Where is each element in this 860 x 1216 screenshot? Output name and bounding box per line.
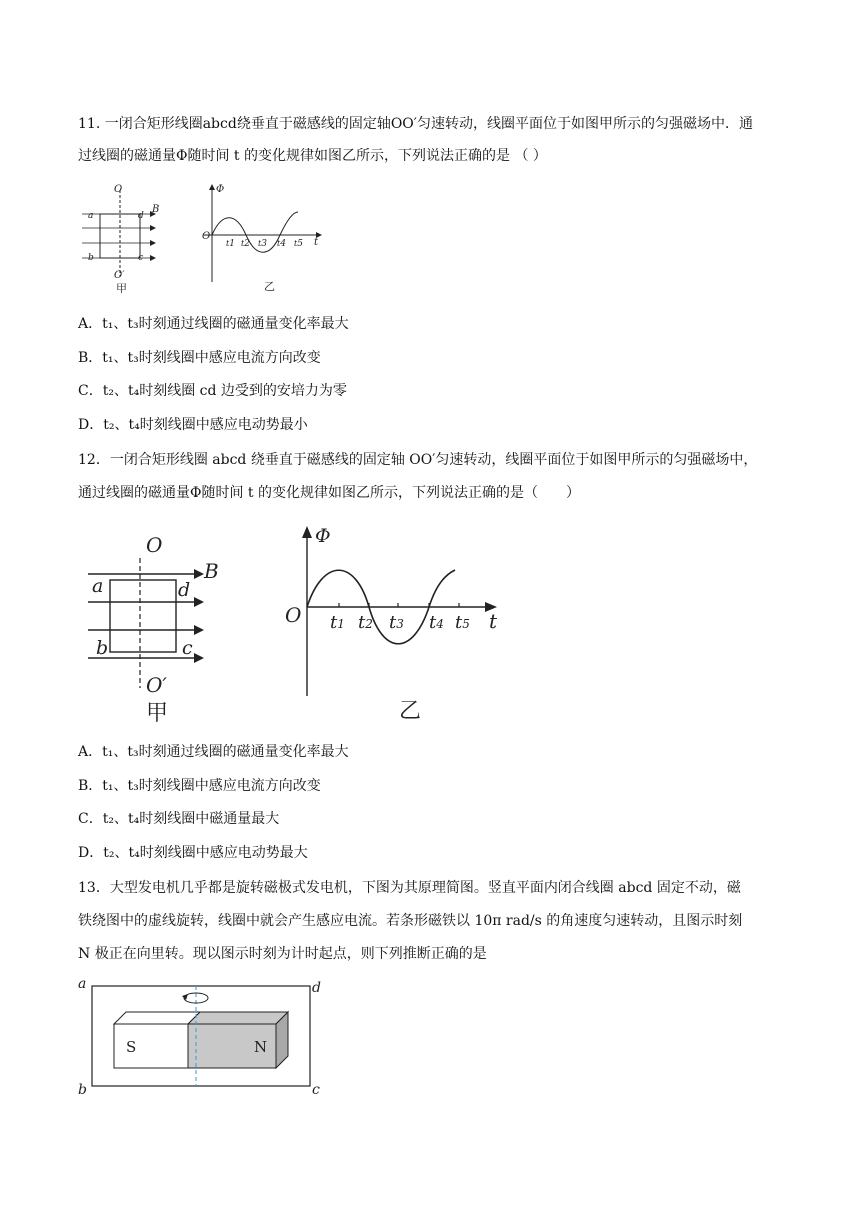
q13-label-b: b	[78, 1082, 87, 1098]
q11-t3: t	[258, 239, 262, 248]
q12-axis-O: O	[146, 533, 163, 557]
q12-option-a: A．t₁、t₃时刻通过线圈的磁通量变化率最大	[78, 744, 349, 760]
q12-line1: 12．一闭合矩形线圈 abcd 绕垂直于磁感线的固定轴 OO′匀速转动，线圈平面位于如图甲所示的匀强磁场中，	[78, 452, 758, 468]
q11-line1: 11. 一闭合矩形线圈abcd绕垂直于磁感线的固定轴OO′匀速转动，线圈平面位于如图甲所示的匀强磁场中．通	[78, 116, 753, 132]
q12-t2: t	[358, 612, 366, 633]
q12-axis-phi: Φ	[315, 525, 331, 547]
q12-t4: t	[429, 612, 437, 633]
svg-text:t3: t3	[258, 239, 267, 249]
svg-text:t2: t2	[358, 612, 373, 633]
svg-text:t1: t1	[226, 239, 235, 249]
q11-label-a: a	[88, 211, 94, 221]
svg-text:t5: t5	[294, 239, 303, 249]
q12-origin: O	[285, 603, 302, 627]
svg-text:t2: t2	[241, 239, 250, 249]
q11-t5: t	[294, 239, 298, 248]
q12-label-yi: 乙	[399, 699, 422, 724]
q12-t3: t	[389, 612, 397, 633]
q12-label-B: B	[204, 559, 219, 583]
q13-label-a: a	[78, 976, 87, 992]
q13-line1: 13．大型发电机几乎都是旋转磁极式发电机，下图为其原理简图。竖直平面内闭合线圈 abcd 固定不动，磁	[78, 880, 741, 896]
q11-axis-phi: Φ	[216, 184, 225, 195]
svg-text:t4: t4	[429, 612, 444, 633]
q11-figure-jia	[80, 182, 160, 295]
q13-label-d: d	[312, 980, 321, 996]
q11-line2: 过线圈的磁通量Φ随时间 t 的变化规律如图乙所示，下列说法正确的是 （ ）	[78, 148, 547, 164]
q12-option-b: B．t₁、t₃时刻线圈中感应电流方向改变	[78, 778, 321, 794]
q11-axis-t: t	[314, 237, 319, 248]
q11-label-b: b	[88, 253, 94, 263]
q12-figure-yi	[283, 520, 503, 724]
q12-label-c: c	[182, 637, 193, 659]
q12-axis-O-prime: O′	[146, 673, 167, 697]
q12-figure-jia	[88, 530, 258, 730]
q12-label-a: a	[92, 575, 104, 597]
q11-figure-yi	[200, 182, 330, 292]
q11-option-a: A．t₁、t₃时刻通过线圈的磁通量变化率最大	[78, 316, 349, 332]
q13-line3: N 极正在向里转。现以图示时刻为计时起点，则下列推断正确的是	[78, 946, 487, 962]
svg-text:t1: t1	[330, 612, 345, 633]
q11-t2: t	[241, 239, 245, 248]
q13-generator-figure	[78, 978, 338, 1103]
q13-line2: 铁绕图中的虚线旋转，线圈中就会产生感应电流。若条形磁铁以 10π rad/s 的角速度匀速转动，且图示时刻	[78, 913, 743, 929]
q12-option-d: D．t₂、t₄时刻线圈中感应电动势最大	[78, 845, 308, 861]
q13-label-c: c	[312, 1082, 320, 1098]
q12-line2: 通过线圈的磁通量Φ随时间 t 的变化规律如图乙所示，下列说法正确的是（ ）	[78, 485, 581, 501]
q13-magnet-S: S	[126, 1038, 137, 1056]
q13-magnet-N: N	[254, 1038, 268, 1056]
q11-label-c: c	[138, 253, 144, 263]
q11-t1: t	[226, 239, 230, 248]
q12-label-d: d	[178, 579, 191, 601]
q11-option-d: D．t₂、t₄时刻线圈中感应电动势最小	[78, 417, 308, 433]
q12-t5: t	[455, 612, 463, 633]
q12-label-b: b	[96, 637, 109, 659]
q11-axis-O: O	[114, 184, 123, 195]
q11-t4: t	[277, 239, 281, 248]
svg-text:t3: t3	[389, 612, 404, 633]
q12-option-c: C．t₂、t₄时刻线圈中磁通量最大	[78, 811, 280, 827]
q12-label-jia: 甲	[146, 701, 169, 726]
q11-option-c: C．t₂、t₄时刻线圈 cd 边受到的安培力为零	[78, 383, 347, 399]
svg-text:t5: t5	[455, 612, 470, 633]
q11-axis-O-prime: O′	[114, 270, 125, 281]
svg-text:t4: t4	[277, 239, 286, 249]
q12-t1: t	[330, 612, 338, 633]
q11-label-B: B	[152, 204, 160, 215]
q11-option-b: B．t₁、t₃时刻线圈中感应电流方向改变	[78, 350, 321, 366]
q11-label-jia: 甲	[116, 282, 127, 295]
q11-label-d: d	[138, 211, 144, 221]
q12-axis-t: t	[489, 609, 498, 633]
q11-origin: O	[202, 231, 211, 242]
q11-label-yi: 乙	[264, 280, 275, 293]
